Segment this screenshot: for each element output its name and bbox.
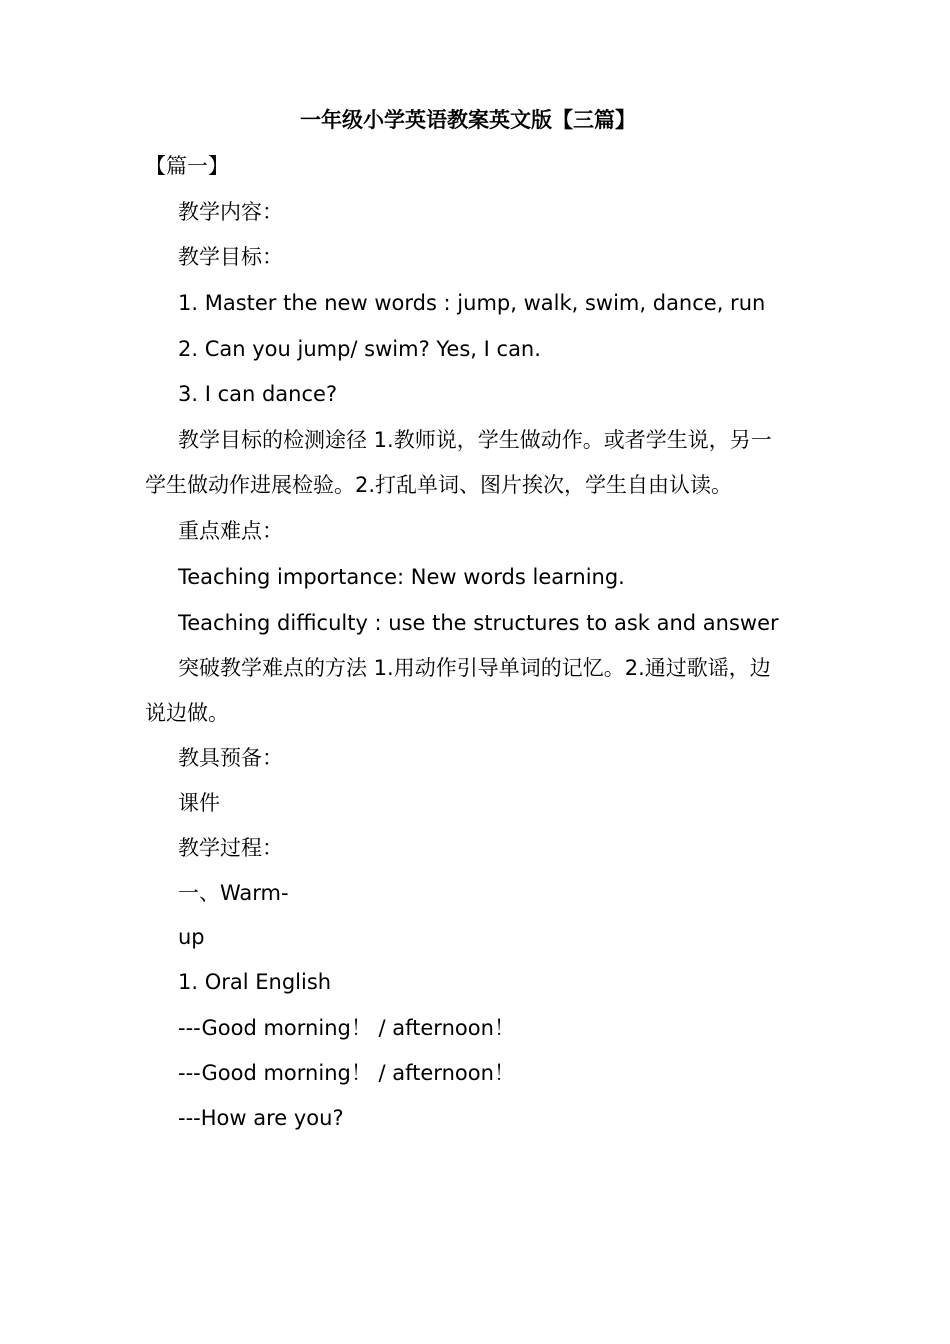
paragraph-line: up [178, 925, 205, 949]
list-item: 3. I can dance? [178, 382, 338, 406]
section-heading: 【篇一】 [145, 154, 229, 178]
list-item: 1. Master the new words : jump, walk, swim, dance, run [178, 291, 766, 315]
dialogue-line: ---Good morning！ / afternoon！ [178, 1061, 515, 1085]
list-item: 1. Oral English [178, 970, 332, 994]
paragraph-line: 教学目标的检测途径 1.教师说，学生做动作。或者学生说，另一 [178, 428, 772, 452]
paragraph-line: 课件 [178, 791, 220, 815]
paragraph-line: Teaching importance: New words learning. [178, 565, 625, 589]
paragraph-line: 重点难点： [178, 519, 283, 543]
dialogue-line: ---How are you? [178, 1106, 344, 1130]
document-title: 一年级小学英语教案英文版【三篇】 [300, 108, 636, 132]
paragraph-line: Teaching difficulty : use the structures to ask and answer [178, 611, 779, 635]
paragraph-line: 说边做。 [145, 701, 229, 725]
dialogue-line: ---Good morning！ / afternoon！ [178, 1016, 515, 1040]
paragraph-line: 教学内容： [178, 200, 283, 224]
paragraph-line: 一、Warm- [178, 881, 289, 905]
list-item: 2. Can you jump/ swim? Yes, I can. [178, 337, 541, 361]
paragraph-line: 教具预备： [178, 746, 283, 770]
paragraph-line: 突破教学难点的方法 1.用动作引导单词的记忆。2.通过歌谣，边 [178, 656, 771, 680]
paragraph-line: 学生做动作进展检验。2.打乱单词、图片挨次，学生自由认读。 [145, 473, 733, 497]
paragraph-line: 教学过程： [178, 836, 283, 860]
paragraph-line: 教学目标： [178, 245, 283, 269]
